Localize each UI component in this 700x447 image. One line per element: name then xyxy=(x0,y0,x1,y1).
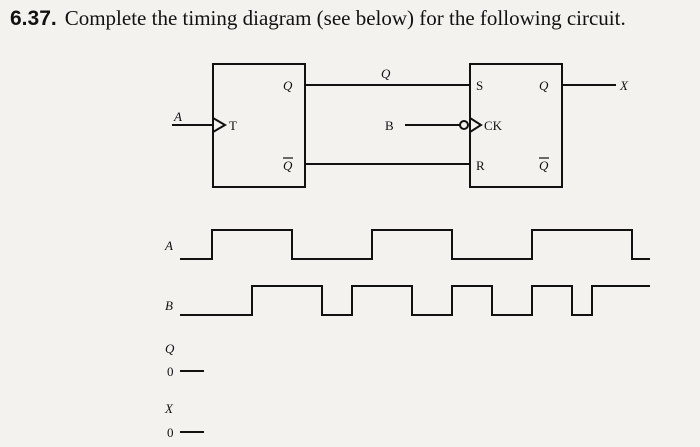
ck-triangle xyxy=(470,118,481,132)
t-input-label: T xyxy=(229,118,237,133)
a-label: A xyxy=(174,109,182,124)
q-initial-value: 0 xyxy=(167,364,174,379)
problem-text: Complete the timing diagram (see below) for the following circuit. xyxy=(64,6,626,30)
circuit-diagram xyxy=(172,64,616,187)
sr-qbar-label: Q xyxy=(539,158,549,173)
x-initial-value: 0 xyxy=(167,425,174,440)
timing-labels xyxy=(164,238,175,416)
sr-q-label: Q xyxy=(539,78,549,93)
t-qbar-label: Q xyxy=(283,158,293,173)
t-q-label: Q xyxy=(283,78,293,93)
q-wire-label: Q xyxy=(381,66,391,81)
timing-b-label: B xyxy=(165,298,173,313)
circuit-labels xyxy=(173,66,629,173)
t-clock-triangle xyxy=(213,118,225,132)
b-label: B xyxy=(385,118,394,133)
s-label: S xyxy=(476,78,484,93)
x-label: X xyxy=(620,78,628,93)
initial-value-dashes xyxy=(180,371,204,432)
problem-number: 6.37. xyxy=(10,7,57,30)
timing-x-label: X xyxy=(165,401,173,416)
ck-inversion-bubble xyxy=(460,121,468,129)
r-label: R xyxy=(476,158,485,173)
waveform-a xyxy=(180,230,650,259)
timing-q-label: Q xyxy=(165,341,175,356)
waveform-b xyxy=(180,286,650,315)
ck-label: CK xyxy=(484,118,503,133)
timing-a-label: A xyxy=(165,238,173,253)
